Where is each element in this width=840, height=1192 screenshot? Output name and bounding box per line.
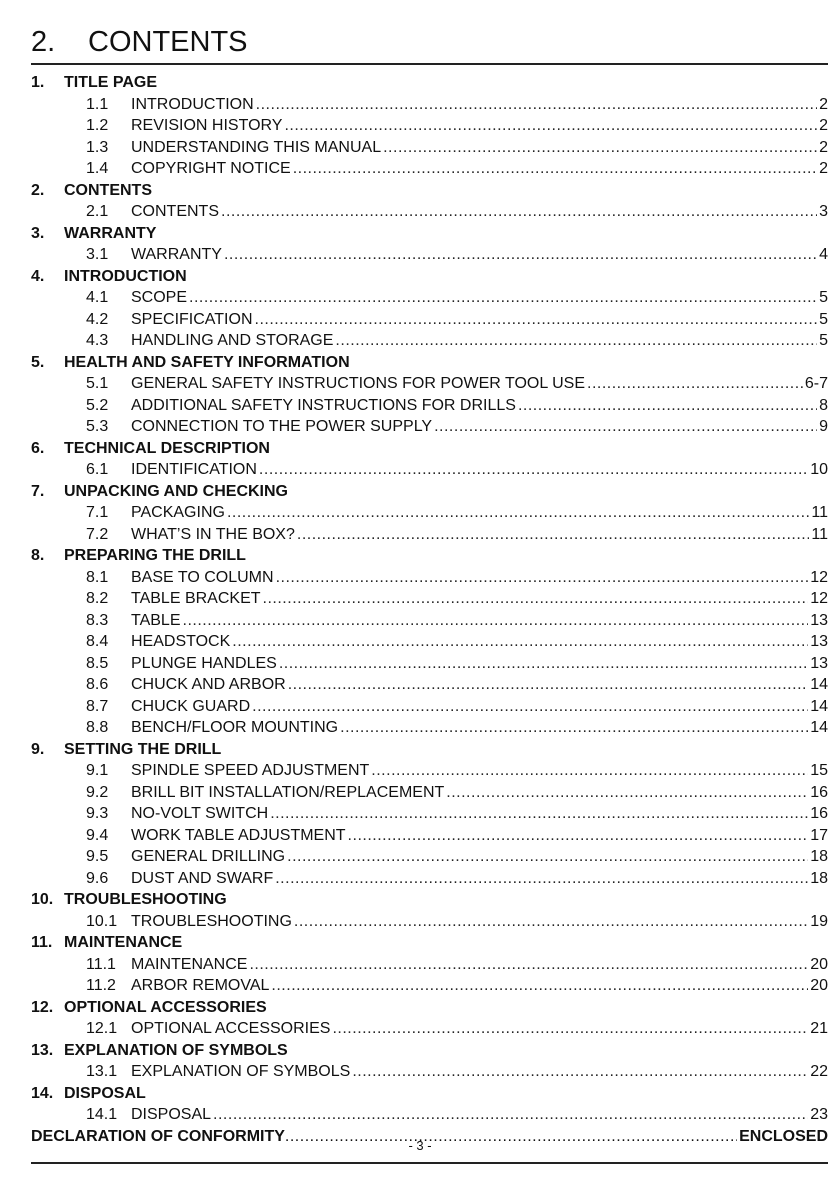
toc-entry[interactable] [31, 309, 828, 331]
entry-number: 8.6 [86, 676, 109, 693]
entry-page: 5 [819, 310, 828, 328]
entry-number: 7.1 [86, 504, 109, 521]
entry-page: 20 [810, 977, 828, 994]
entry-title: WORK TABLE ADJUSTMENT [131, 826, 346, 844]
section-title: EXPLANATION OF SYMBOLS [64, 1041, 288, 1059]
toc-entry[interactable] [31, 868, 828, 890]
entry-title: SPINDLE SPEED ADJUSTMENT [131, 762, 370, 779]
entry-page: 14 [810, 719, 828, 736]
toc-entry[interactable] [31, 846, 828, 868]
entry-title: ARBOR REMOVAL [131, 977, 270, 994]
toc-entry[interactable] [31, 395, 828, 417]
section-number: 3. [31, 224, 45, 242]
toc-section[interactable] [31, 739, 828, 761]
entry-number: 14.1 [86, 1106, 118, 1123]
entry-number: 9.1 [86, 762, 109, 779]
dot-leader [183, 610, 809, 632]
dot-leader [276, 567, 809, 589]
entry-number: 9.5 [86, 848, 109, 865]
dot-leader [518, 395, 817, 417]
entry-leader-line [131, 954, 828, 976]
entry-number: 12.1 [86, 1020, 118, 1037]
entry-title: UNDERSTANDING THIS MANUAL [131, 138, 382, 156]
page-number: - 3 - [408, 1138, 432, 1153]
section-title: TITLE PAGE [64, 74, 158, 91]
entry-leader-line [131, 309, 828, 331]
entry-number: 9.4 [86, 826, 109, 844]
toc-section[interactable] [31, 481, 828, 503]
toc-entry[interactable] [31, 717, 828, 739]
entry-leader-line [131, 610, 828, 632]
entry-title: TROUBLESHOOTING [131, 912, 292, 930]
section-title: CONTENTS [64, 181, 152, 199]
toc-entry[interactable] [31, 158, 828, 180]
toc-entry[interactable] [31, 416, 828, 438]
entry-title: HEADSTOCK [131, 633, 231, 650]
dot-leader [348, 825, 809, 847]
entry-page: 21 [810, 1020, 828, 1037]
dot-leader [249, 954, 808, 976]
entry-title: CHUCK AND ARBOR [131, 676, 286, 693]
entry-number: 10.1 [86, 912, 118, 930]
section-title: HEALTH AND SAFETY INFORMATION [64, 353, 350, 371]
entry-title: HANDLING AND STORAGE [131, 332, 334, 349]
entry-title: CONTENTS [131, 203, 219, 220]
entry-number: 8.3 [86, 611, 109, 629]
toc-entry[interactable] [31, 201, 828, 223]
entry-number: 1.3 [86, 138, 109, 156]
entry-leader-line [131, 631, 828, 653]
entry-page: 10 [810, 461, 828, 478]
toc-section[interactable] [31, 72, 828, 94]
section-number: 11. [31, 934, 53, 951]
section-number: 14. [31, 1084, 54, 1102]
entry-leader-line [131, 330, 828, 352]
toc-entry[interactable] [31, 330, 828, 352]
entry-page: 13 [810, 611, 828, 629]
toc-entry[interactable] [31, 911, 828, 933]
toc-entry[interactable] [31, 588, 828, 610]
dot-leader [587, 373, 803, 395]
entry-title: INTRODUCTION [131, 95, 254, 113]
entry-leader-line [131, 115, 828, 137]
section-title: TROUBLESHOOTING [64, 891, 227, 908]
entry-number: 1.1 [86, 95, 109, 113]
entry-title: NO-VOLT SWITCH [131, 805, 269, 822]
dot-leader [221, 201, 817, 223]
toc-entry[interactable] [31, 502, 828, 524]
section-title: PREPARING THE DRILL [64, 547, 246, 564]
toc-entry[interactable] [31, 94, 828, 116]
entry-title: SCOPE [131, 289, 188, 306]
dot-leader [259, 459, 808, 481]
toc-section[interactable] [31, 1040, 828, 1062]
dot-leader [287, 846, 808, 868]
entry-page: 5 [819, 332, 828, 349]
entry-title: CHUCK GUARD [131, 697, 251, 715]
entry-number: 9.3 [86, 805, 109, 822]
entry-number: 8.8 [86, 719, 109, 736]
entry-number: 5.1 [86, 375, 109, 392]
section-title: SETTING THE DRILL [64, 740, 222, 758]
dot-leader [371, 760, 808, 782]
entry-number: 8.4 [86, 633, 109, 650]
dot-leader [284, 115, 817, 137]
entry-leader-line [131, 373, 828, 395]
dot-leader [340, 717, 808, 739]
dot-leader [279, 653, 808, 675]
entry-leader-line [131, 158, 828, 180]
entry-leader-line [131, 395, 828, 417]
entry-number: 8.1 [86, 568, 109, 586]
toc-entry[interactable] [31, 244, 828, 266]
dot-leader [189, 287, 817, 309]
declaration-title: DECLARATION OF CONFORMITY [31, 1127, 285, 1145]
entry-page: 16 [810, 805, 828, 822]
entry-leader-line [131, 416, 828, 438]
toc-entry[interactable] [31, 696, 828, 718]
entry-leader-line [131, 1061, 828, 1083]
entry-leader-line [131, 975, 828, 997]
entry-title: REVISION HISTORY [131, 117, 283, 134]
toc-section[interactable] [31, 223, 828, 245]
entry-leader-line [131, 94, 828, 116]
entry-page: 15 [810, 762, 828, 779]
entry-leader-line [131, 502, 828, 524]
toc-entry[interactable] [31, 1018, 828, 1040]
entry-leader-line [131, 459, 828, 481]
dot-leader [383, 137, 817, 159]
entry-leader-line [131, 588, 828, 610]
entry-leader-line [131, 524, 828, 546]
toc-entry[interactable] [31, 610, 828, 632]
entry-title: GENERAL DRILLING [131, 848, 286, 865]
section-number: 6. [31, 439, 45, 457]
entry-title: EXPLANATION OF SYMBOLS [131, 1063, 351, 1080]
dot-leader [232, 631, 808, 653]
entry-title: BRILL BIT INSTALLATION/REPLACEMENT [131, 783, 445, 801]
entry-page: 2 [819, 117, 828, 134]
entry-title: CONNECTION TO THE POWER SUPPLY [131, 418, 433, 435]
dot-leader [297, 524, 810, 546]
declaration-page: ENCLOSED [739, 1127, 828, 1145]
dot-leader [270, 803, 808, 825]
toc-entry[interactable] [31, 115, 828, 137]
entry-title: COPYRIGHT NOTICE [131, 160, 291, 177]
section-number: 4. [31, 267, 45, 285]
toc-section[interactable] [31, 1083, 828, 1105]
entry-page: 4 [819, 246, 828, 263]
entry-number: 8.7 [86, 697, 109, 715]
toc-entry[interactable] [31, 825, 828, 847]
dot-leader [352, 1061, 808, 1083]
entry-number: 8.5 [86, 654, 109, 672]
header-rule [31, 63, 828, 65]
section-number: 8. [31, 547, 45, 564]
entry-number: 11.1 [86, 955, 116, 973]
entry-leader-line [131, 674, 828, 696]
entry-page: 14 [810, 697, 828, 715]
entry-leader-line [131, 653, 828, 675]
entry-leader-line [131, 1104, 828, 1126]
entry-number: 13.1 [86, 1063, 118, 1080]
entry-title: PACKAGING [131, 504, 225, 521]
entry-title: TABLE [131, 611, 181, 629]
toc-entry[interactable] [31, 782, 828, 804]
entry-title: DUST AND SWARF [131, 869, 274, 887]
entry-number: 7.2 [86, 525, 109, 543]
dot-leader [294, 911, 808, 933]
entry-page: 12 [810, 568, 828, 586]
entry-page: 16 [810, 783, 828, 801]
section-title: MAINTENANCE [64, 934, 183, 951]
entry-leader-line [131, 846, 828, 868]
entry-title: IDENTIFICATION [131, 461, 257, 478]
entry-leader-line [131, 696, 828, 718]
toc-section[interactable] [31, 889, 828, 911]
section-number: 1. [31, 74, 45, 91]
footer-rule [31, 1162, 828, 1164]
entry-number: 9.2 [86, 783, 109, 801]
entry-page: 18 [810, 848, 828, 865]
section-number: 7. [31, 482, 45, 500]
entry-number: 4.3 [86, 332, 109, 349]
dot-leader [446, 782, 808, 804]
entry-title: WARRANTY [131, 246, 222, 263]
section-title: TECHNICAL DESCRIPTION [64, 439, 270, 457]
entry-page: 13 [810, 633, 828, 650]
toc-entry[interactable] [31, 674, 828, 696]
dot-leader [288, 674, 809, 696]
dot-leader [293, 158, 817, 180]
entry-leader-line [131, 287, 828, 309]
section-title: UNPACKING AND CHECKING [64, 482, 288, 500]
entry-page: 22 [810, 1063, 828, 1080]
section-title: INTRODUCTION [64, 267, 187, 285]
entry-title: ADDITIONAL SAFETY INSTRUCTIONS FOR DRILLS [131, 396, 516, 414]
entry-leader-line [131, 868, 828, 890]
entry-page: 5 [819, 289, 828, 306]
entry-page: 11 [811, 504, 828, 521]
entry-page: 12 [810, 590, 828, 607]
entry-page: 11 [811, 525, 828, 543]
dot-leader [271, 975, 808, 997]
entry-number: 4.2 [86, 310, 109, 328]
entry-number: 11.2 [86, 977, 116, 994]
dot-leader [227, 502, 809, 524]
section-number: 2. [31, 181, 45, 199]
entry-leader-line [131, 825, 828, 847]
entry-title: BENCH/FLOOR MOUNTING [131, 719, 339, 736]
entry-number: 6.1 [86, 461, 109, 478]
entry-leader-line [131, 717, 828, 739]
header-number: 2. [31, 26, 56, 58]
entry-page: 6-7 [804, 375, 828, 392]
entry-title: PLUNGE HANDLES [131, 654, 277, 672]
dot-leader [263, 588, 809, 610]
entry-number: 1.2 [86, 117, 109, 134]
entry-number: 8.2 [86, 590, 109, 607]
entry-page: 9 [819, 418, 828, 435]
toc-entry[interactable] [31, 287, 828, 309]
toc-section[interactable] [31, 180, 828, 202]
dot-leader [275, 868, 808, 890]
toc-entry[interactable] [31, 653, 828, 675]
entry-title: GENERAL SAFETY INSTRUCTIONS FOR POWER TOOL USE [131, 375, 585, 392]
toc-section[interactable] [31, 266, 828, 288]
dot-leader [213, 1104, 808, 1126]
entry-leader-line [131, 244, 828, 266]
entry-leader-line [131, 137, 828, 159]
toc-section[interactable] [31, 438, 828, 460]
entry-title: MAINTENANCE [131, 955, 248, 973]
toc-entry[interactable] [31, 567, 828, 589]
dot-leader [332, 1018, 808, 1040]
toc-entry[interactable] [31, 524, 828, 546]
entry-page: 13 [810, 654, 828, 672]
entry-page: 18 [810, 869, 828, 887]
entry-page: 2 [819, 138, 828, 156]
section-number: 10. [31, 891, 54, 908]
toc-entry[interactable] [31, 1104, 828, 1126]
section-number: 12. [31, 998, 54, 1016]
section-title: WARRANTY [64, 224, 157, 242]
entry-title: BASE TO COLUMN [131, 568, 274, 586]
page-header [31, 24, 828, 62]
entry-leader-line [131, 782, 828, 804]
entry-number: 3.1 [86, 246, 109, 263]
toc-entry[interactable] [31, 760, 828, 782]
dot-leader [224, 244, 817, 266]
toc-entry[interactable] [31, 137, 828, 159]
entry-number: 4.1 [86, 289, 109, 306]
table-of-contents [31, 72, 828, 1148]
entry-leader-line [131, 567, 828, 589]
entry-leader-line [131, 803, 828, 825]
toc-section[interactable] [31, 997, 828, 1019]
dot-leader [434, 416, 817, 438]
page-title: CONTENTS [88, 26, 248, 58]
entry-title: OPTIONAL ACCESSORIES [131, 1020, 331, 1037]
dot-leader [335, 330, 817, 352]
toc-entry[interactable] [31, 1061, 828, 1083]
entry-number: 1.4 [86, 160, 109, 177]
entry-leader-line [131, 201, 828, 223]
entry-page: 2 [819, 95, 828, 113]
entry-title: TABLE BRACKET [131, 590, 261, 607]
toc-section[interactable] [31, 545, 828, 567]
toc-entry[interactable] [31, 631, 828, 653]
section-number: 13. [31, 1041, 54, 1059]
toc-entry[interactable] [31, 459, 828, 481]
dot-leader [255, 309, 818, 331]
toc-section[interactable] [31, 352, 828, 374]
entry-leader-line [131, 1018, 828, 1040]
entry-page: 17 [810, 826, 828, 844]
entry-number: 5.2 [86, 396, 109, 414]
entry-title: WHAT’S IN THE BOX? [131, 525, 295, 543]
toc-entry[interactable] [31, 975, 828, 997]
section-title: OPTIONAL ACCESSORIES [64, 998, 267, 1016]
section-number: 9. [31, 740, 45, 758]
dot-leader [252, 696, 808, 718]
entry-page: 20 [810, 955, 828, 973]
entry-page: 2 [819, 160, 828, 177]
entry-number: 9.6 [86, 869, 109, 887]
entry-title: SPECIFICATION [131, 310, 253, 328]
entry-page: 23 [810, 1106, 828, 1123]
toc-entry[interactable] [31, 954, 828, 976]
entry-leader-line [131, 911, 828, 933]
entry-page: 19 [810, 912, 828, 930]
section-title: DISPOSAL [64, 1084, 146, 1102]
entry-page: 3 [819, 203, 828, 220]
toc-entry[interactable] [31, 373, 828, 395]
section-number: 5. [31, 353, 45, 371]
entry-page: 14 [810, 676, 828, 693]
toc-section[interactable] [31, 932, 828, 954]
entry-number: 2.1 [86, 203, 109, 220]
entry-title: DISPOSAL [131, 1106, 212, 1123]
entry-number: 5.3 [86, 418, 109, 435]
entry-leader-line [131, 760, 828, 782]
entry-page: 8 [819, 396, 828, 414]
toc-entry[interactable] [31, 803, 828, 825]
dot-leader [256, 94, 817, 116]
